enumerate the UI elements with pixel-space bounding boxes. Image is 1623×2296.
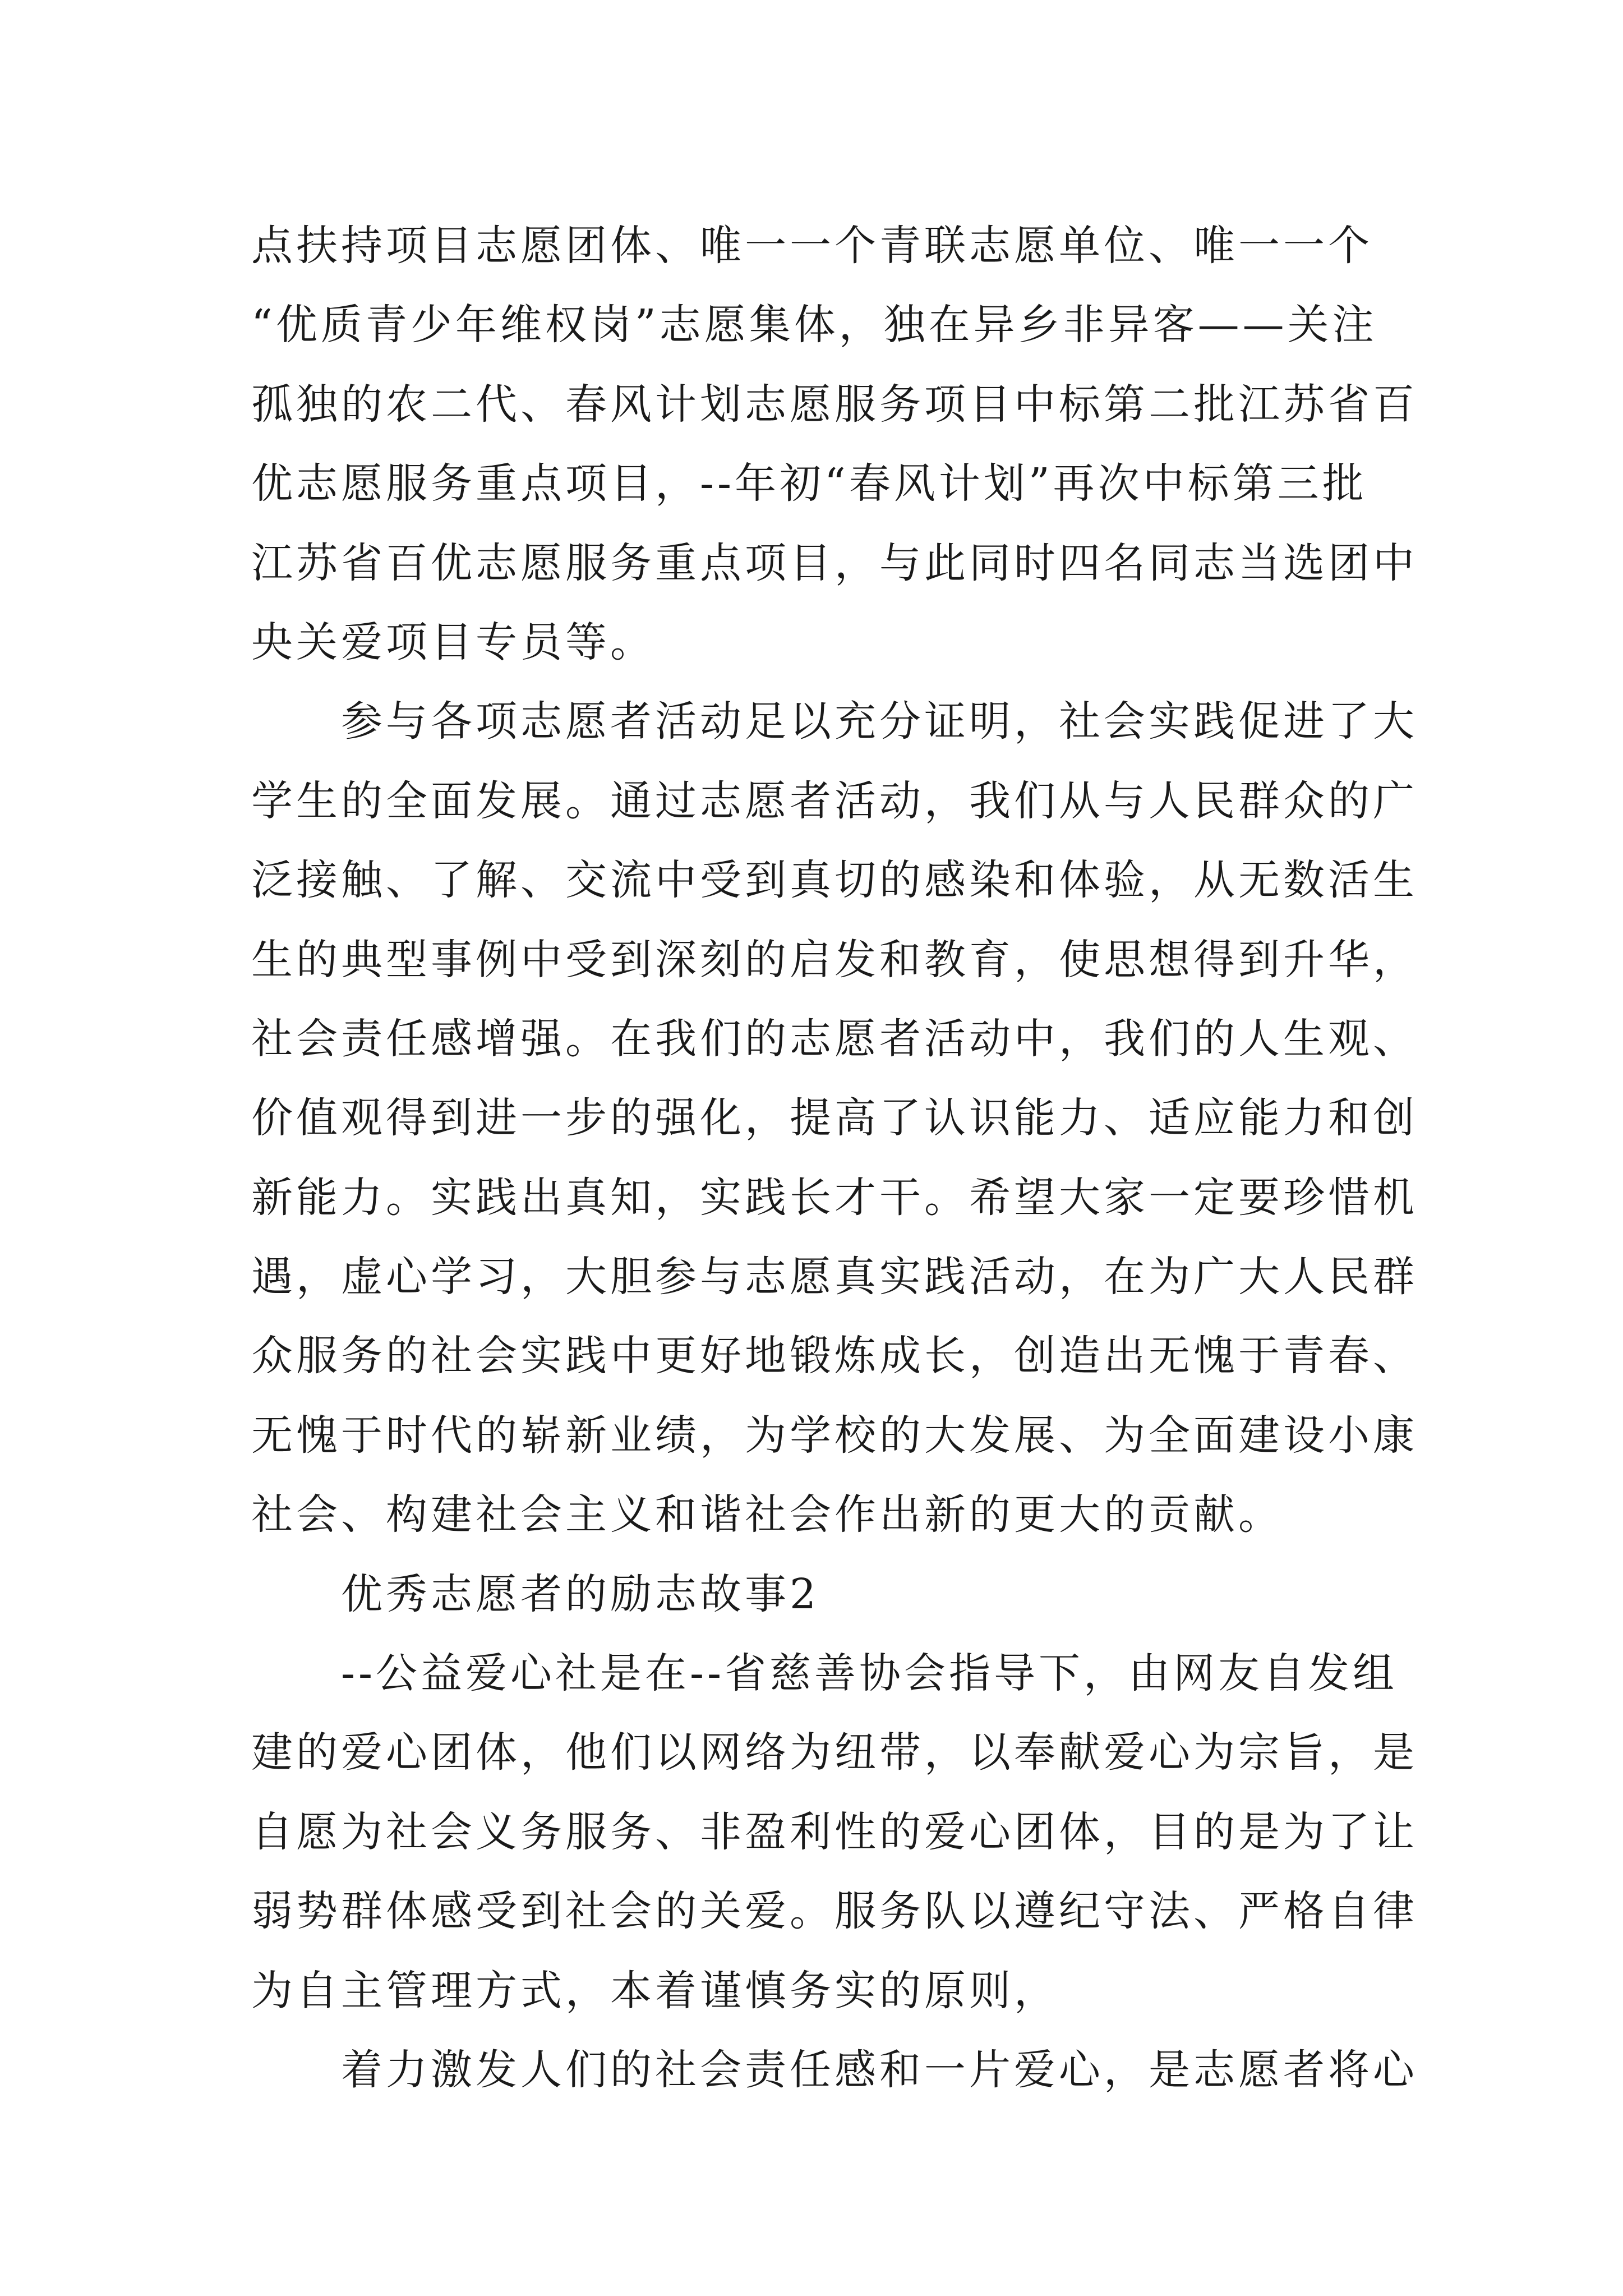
- text-line: 遇，虚心学习，大胆参与志愿真实践活动，在为广大人民群: [251, 1253, 1418, 1301]
- text-line: 江苏省百优志愿服务重点项目，与此同时四名同志当选团中: [251, 539, 1418, 587]
- text-line: 学生的全面发展。通过志愿者活动，我们从与人民群众的广: [251, 776, 1418, 825]
- document-body: [251, 206, 1418, 2110]
- text-line: 社会、构建社会主义和谐社会作出新的更大的贡献。: [251, 1490, 1283, 1539]
- text-line: 自愿为社会义务服务、非盈利性的爱心团体，目的是为了让: [251, 1807, 1418, 1856]
- paragraph-first-line: 参与各项志愿者活动足以充分证明，社会实践促进了大: [341, 697, 1418, 746]
- text-line: 弱势群体感受到社会的关爱。服务队以遵纪守法、严格自律: [251, 1887, 1418, 1936]
- text-line: 泛接触、了解、交流中受到真切的感染和体验，从无数活生: [251, 856, 1418, 905]
- text-line: 价值观得到进一步的强化，提高了认识能力、适应能力和创: [251, 1094, 1418, 1143]
- text-line: 生的典型事例中受到深刻的启发和教育，使思想得到升华，: [251, 935, 1418, 984]
- text-line: 孤独的农二代、春风计划志愿服务项目中标第二批江苏省百: [251, 380, 1418, 429]
- paragraph-first-line: 着力激发人们的社会责任感和一片爱心，是志愿者将心: [341, 2045, 1418, 2094]
- paragraph-first-line: --公益爱心社是在--省慈善协会指导下，由网友自发组: [341, 1649, 1398, 1698]
- text-line: 无愧于时代的崭新业绩，为学校的大发展、为全面建设小康: [251, 1411, 1418, 1460]
- text-line: “优质青少年维权岗”志愿集体，独在异乡非异客——关注: [251, 301, 1377, 349]
- text-line: 社会责任感增强。在我们的志愿者活动中，我们的人生观、: [251, 1014, 1418, 1063]
- text-line: 众服务的社会实践中更好地锻炼成长，创造出无愧于青春、: [251, 1332, 1418, 1381]
- text-line: 优志愿服务重点项目，--年初“春风计划”再次中标第三批: [251, 459, 1367, 508]
- paragraph-first-line: 优秀志愿者的励志故事2: [341, 1570, 820, 1618]
- text-line: 点扶持项目志愿团体、唯一一个青联志愿单位、唯一一个: [251, 222, 1373, 270]
- text-line: 为自主管理方式，本着谨慎务实的原则，: [251, 1966, 1059, 2015]
- text-line: 央关爱项目专员等。: [251, 618, 655, 666]
- text-line: 新能力。实践出真知，实践长才干。希望大家一定要珍惜机: [251, 1173, 1418, 1222]
- text-line: 建的爱心团体，他们以网络为纽带，以奉献爱心为宗旨，是: [251, 1728, 1418, 1777]
